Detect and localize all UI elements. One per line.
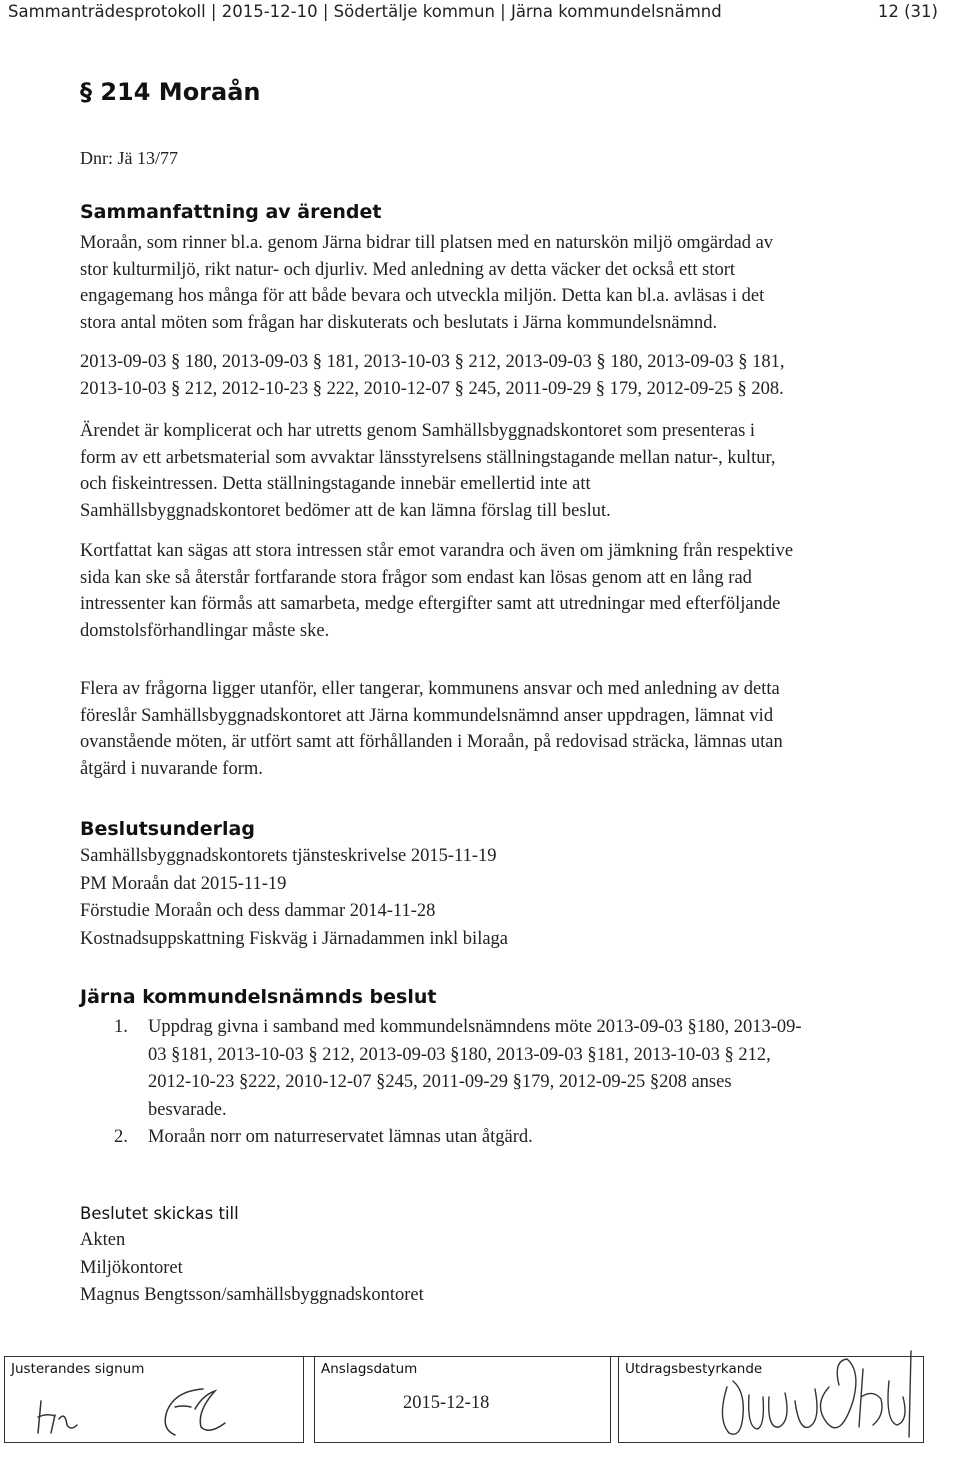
sendto-list — [80, 1227, 424, 1310]
summary-paragraph-3 — [80, 418, 940, 524]
text-line: stor kulturmiljö, rikt natur- och djurliv. Med anledning av detta väcker det också ett stort — [80, 259, 736, 280]
text-line: Ärendet är komplicerat och har utretts genom Samhällsbyggnadskontoret som presenteras i — [80, 421, 756, 441]
decision-item-number: 1. — [114, 1017, 128, 1037]
signum-box — [4, 1357, 304, 1443]
meeting-references — [80, 349, 940, 402]
box-baseline — [315, 1442, 610, 1443]
text-line: form av ett arbetsmaterial som avvaktar länsstyrelsens ställningstagande mellan natur-, kultur, — [80, 447, 776, 468]
text-line: Uppdrag givna i samband med kommundelsnämndens möte 2013-09-03 §180, 2013-09- — [148, 1017, 802, 1037]
text-line: 2013-10-03 § 212, 2012-10-23 § 222, 2010-12-07 § 245, 2011-09-29 § 179, 2012-09-25 § 208. — [80, 378, 784, 399]
page-number: 12 (31) — [877, 2, 938, 21]
text-line: Kortfattat kan sägas att stora intressen står emot varandra och även om jämkning från respektive — [80, 541, 794, 561]
decision-item — [80, 1124, 940, 1152]
header-meta: Sammanträdesprotokoll | 2015-12-10 | Södertälje kommun | Järna kommundelsnämnd — [8, 2, 722, 21]
summary-heading: Sammanfattning av ärendet — [80, 201, 382, 223]
box-baseline — [619, 1442, 923, 1443]
text-line: stora antal möten som frågan har diskuterats och beslutats i Järna kommundelsnämnd. — [80, 312, 718, 333]
text-line: besvarade. — [148, 1099, 227, 1120]
basis-heading: Beslutsunderlag — [80, 818, 255, 840]
posting-date-value: 2015-12-18 — [403, 1393, 490, 1413]
text-line: åtgärd i nuvarande form. — [80, 758, 263, 779]
basis-item: PM Moraån dat 2015-11-19 — [80, 873, 287, 894]
text-line: engagemang hos många för att både bevara och utveckla miljön. Detta kan bl.a. avläsas i det — [80, 286, 765, 306]
sendto-heading: Beslutet skickas till — [80, 1204, 239, 1223]
decision-list — [80, 1014, 940, 1152]
initials-signature — [25, 1381, 245, 1439]
text-line: intressenter kan förmås att samarbeta, medge eftergifter samt att utredningar med efterföljande — [80, 594, 781, 614]
summary-paragraph-1 — [80, 230, 940, 336]
section-title: § 214 Moraån — [80, 78, 261, 106]
recipient: Miljökontoret — [80, 1257, 183, 1278]
signum-label: Justerandes signum — [11, 1361, 145, 1377]
recipient: Akten — [80, 1230, 126, 1250]
basis-item: Samhällsbyggnadskontorets tjänsteskrivelse 2015-11-19 — [80, 846, 497, 866]
decision-heading: Järna kommundelsnämnds beslut — [80, 986, 437, 1008]
text-line: Moraån, som rinner bl.a. genom Järna bidrar till platsen med en naturskön miljö omgärdad av — [80, 233, 774, 253]
page-header — [8, 2, 938, 28]
text-line: 2013-09-03 § 180, 2013-09-03 § 181, 2013-10-03 § 212, 2013-09-03 § 180, 2013-09-03 § 181, — [80, 352, 785, 372]
text-line: 2012-10-23 §222, 2010-12-07 §245, 2011-09-29 §179, 2012-09-25 §208 anses — [148, 1072, 732, 1092]
case-number: Dnr: Jä 13/77 — [80, 148, 178, 168]
summary-paragraph-4 — [80, 538, 940, 644]
text-line: Moraån norr om naturreservatet lämnas utan åtgärd. — [148, 1127, 533, 1147]
summary-paragraph-5 — [80, 676, 940, 782]
decision-item-number: 2. — [114, 1127, 128, 1147]
text-line: ovanstående möten, är utfört samt att förhållanden i Moraån, på redovisad sträcka, lämnas utan — [80, 732, 783, 752]
posting-date-box — [314, 1357, 611, 1443]
certification-signature — [703, 1341, 921, 1441]
text-line: Flera av frågorna ligger utanför, eller tangerar, kommunens ansvar och med anledning av detta — [80, 679, 780, 699]
posting-date-label: Anslagsdatum — [321, 1361, 418, 1377]
text-line: och fiskeintressen. Detta ställningstagande innebär emellertid inte att — [80, 474, 591, 494]
certification-box — [618, 1357, 924, 1443]
text-line: Samhällsbyggnadskontoret bedömer att de kan lämna förslag till beslut. — [80, 500, 611, 521]
signature-footer — [4, 1356, 924, 1445]
certification-label: Utdragsbestyrkande — [625, 1361, 763, 1377]
recipient: Magnus Bengtsson/samhällsbyggnadskontoret — [80, 1285, 424, 1305]
box-baseline — [5, 1442, 303, 1443]
text-line: 03 §181, 2013-10-03 § 212, 2013-09-03 §180, 2013-09-03 §181, 2013-10-03 § 212, — [148, 1044, 771, 1065]
text-line: domstolsförhandlingar måste ske. — [80, 620, 330, 641]
text-line: föreslår Samhällsbyggnadskontoret att Järna kommundelsnämnd anser uppdragen, lämnat vid — [80, 705, 774, 726]
decision-item — [80, 1014, 940, 1124]
basis-item: Kostnadsuppskattning Fiskväg i Järnadammen inkl bilaga — [80, 928, 509, 949]
text-line: sida kan ske så återstår fortfarande stora frågor som endast kan lösas genom att en lång rad — [80, 567, 752, 588]
basis-list — [80, 843, 508, 953]
basis-item: Förstudie Moraån och dess dammar 2014-11-28 — [80, 901, 436, 921]
